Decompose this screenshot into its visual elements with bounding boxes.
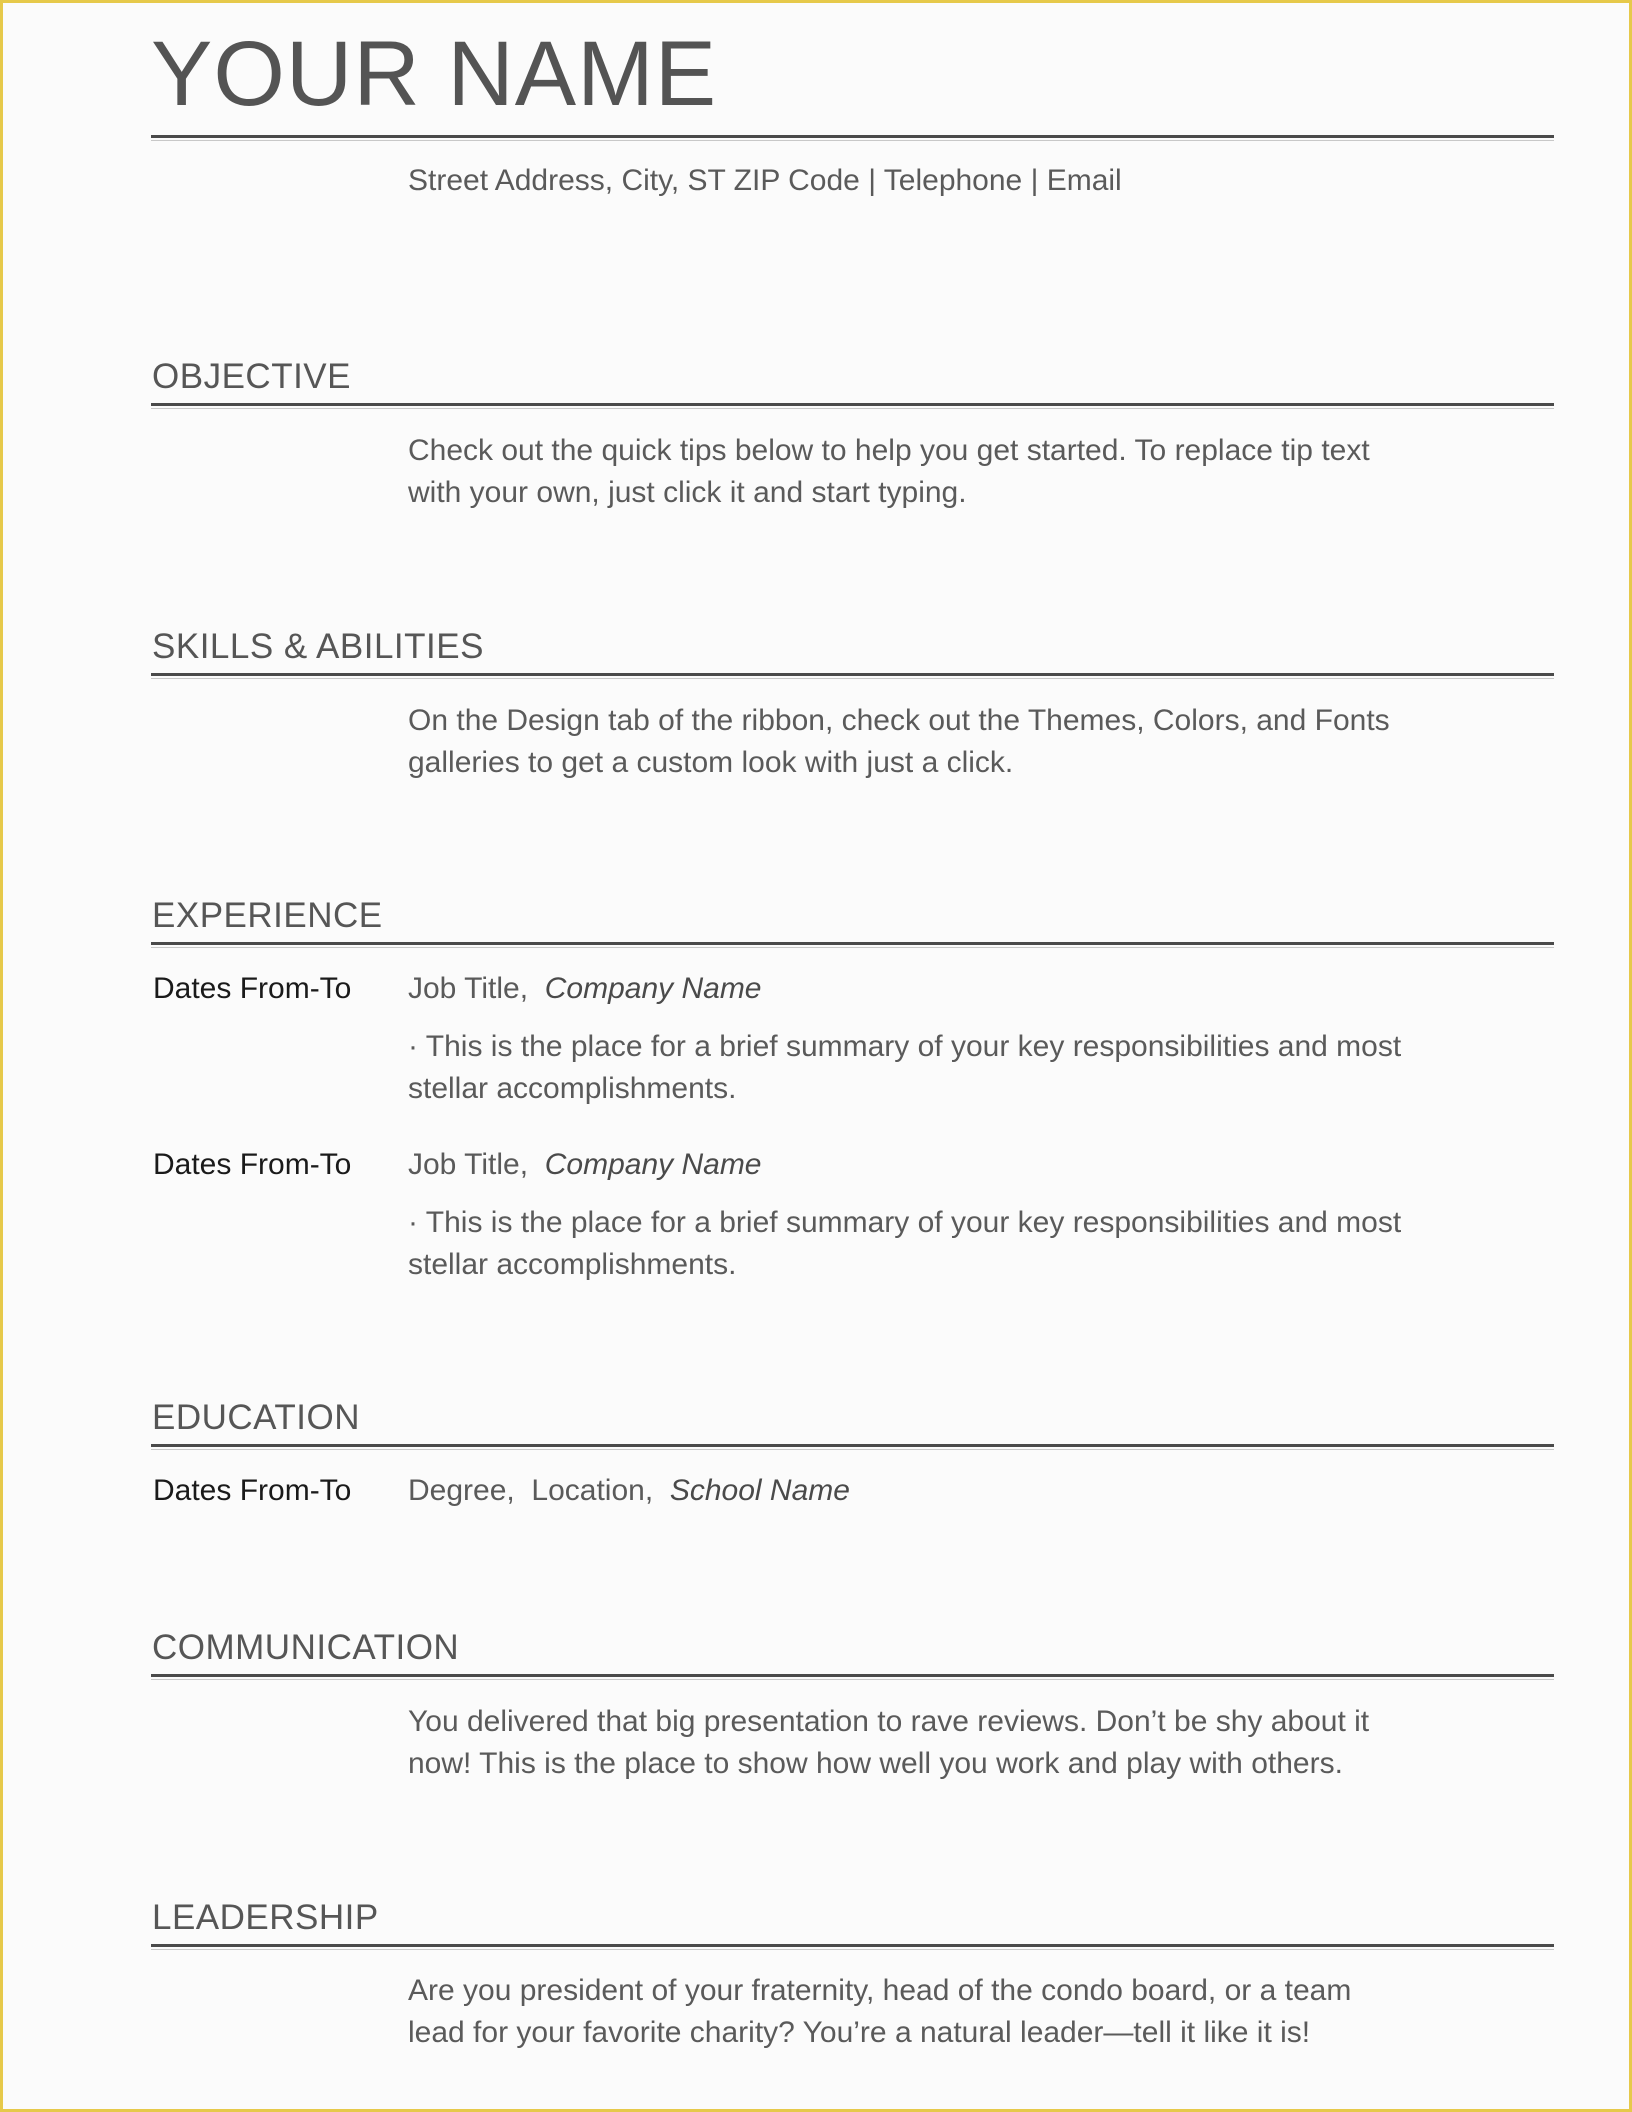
- experience-2-title-line[interactable]: [408, 1148, 762, 1182]
- experience-1-summary[interactable]: [408, 1026, 1488, 1110]
- leadership-line-2: lead for your favorite charity? You’re a natural leader—tell it like it is!: [408, 2016, 1311, 2049]
- communication-heading[interactable]: COMMUNICATION: [152, 1628, 460, 1667]
- leadership-divider: [151, 1944, 1554, 1947]
- objective-divider: [151, 403, 1554, 406]
- experience-1-title-line[interactable]: [408, 972, 762, 1006]
- education-line[interactable]: [408, 1474, 850, 1508]
- experience-2-company: Company Name: [544, 1148, 762, 1181]
- experience-2-summary[interactable]: [408, 1202, 1488, 1286]
- education-degree: Degree,: [408, 1474, 515, 1507]
- header-divider: [151, 135, 1554, 138]
- experience-2-summary-line-2: stellar accomplishments.: [408, 1248, 737, 1281]
- experience-2-job-title: Job Title,: [408, 1148, 529, 1181]
- communication-divider: [151, 1674, 1554, 1677]
- skills-line-2: galleries to get a custom look with just a click.: [408, 746, 1014, 779]
- communication-line-1: You delivered that big presentation to rave reviews. Don’t be shy about it: [408, 1705, 1370, 1738]
- experience-1-summary-line-1: · This is the place for a brief summary of your key responsibilities and most: [408, 1030, 1402, 1063]
- communication-line-2: now! This is the place to show how well you work and play with others.: [408, 1747, 1343, 1780]
- objective-line-1: Check out the quick tips below to help you get started. To replace tip text: [408, 434, 1370, 467]
- education-heading[interactable]: EDUCATION: [152, 1398, 361, 1437]
- contact-info[interactable]: Street Address, City, ST ZIP Code | Telephone | Email: [408, 164, 1122, 197]
- experience-heading[interactable]: EXPERIENCE: [152, 896, 383, 935]
- leadership-text[interactable]: [408, 1970, 1478, 2054]
- resume-name[interactable]: YOUR NAME: [151, 23, 718, 125]
- skills-divider: [151, 673, 1554, 676]
- experience-2-summary-line-1: · This is the place for a brief summary of your key responsibilities and most: [408, 1206, 1402, 1239]
- education-dates[interactable]: Dates From-To: [153, 1474, 352, 1507]
- leadership-heading[interactable]: LEADERSHIP: [152, 1898, 379, 1937]
- objective-heading[interactable]: OBJECTIVE: [152, 357, 351, 396]
- skills-text[interactable]: [408, 700, 1478, 784]
- education-divider: [151, 1444, 1554, 1447]
- experience-1-job-title: Job Title,: [408, 972, 529, 1005]
- education-location: Location,: [531, 1474, 654, 1507]
- education-school: School Name: [669, 1474, 850, 1507]
- experience-1-dates[interactable]: Dates From-To: [153, 972, 352, 1005]
- objective-text[interactable]: [408, 430, 1478, 514]
- experience-divider: [151, 942, 1554, 945]
- communication-text[interactable]: [408, 1701, 1478, 1785]
- leadership-line-1: Are you president of your fraternity, head of the condo board, or a team: [408, 1974, 1352, 2007]
- experience-2-dates[interactable]: Dates From-To: [153, 1148, 352, 1181]
- skills-heading[interactable]: SKILLS & ABILITIES: [152, 627, 484, 666]
- skills-line-1: On the Design tab of the ribbon, check out the Themes, Colors, and Fonts: [408, 704, 1390, 737]
- experience-1-summary-line-2: stellar accomplishments.: [408, 1072, 737, 1105]
- experience-1-company: Company Name: [544, 972, 762, 1005]
- objective-line-2: with your own, just click it and start typing.: [408, 476, 967, 509]
